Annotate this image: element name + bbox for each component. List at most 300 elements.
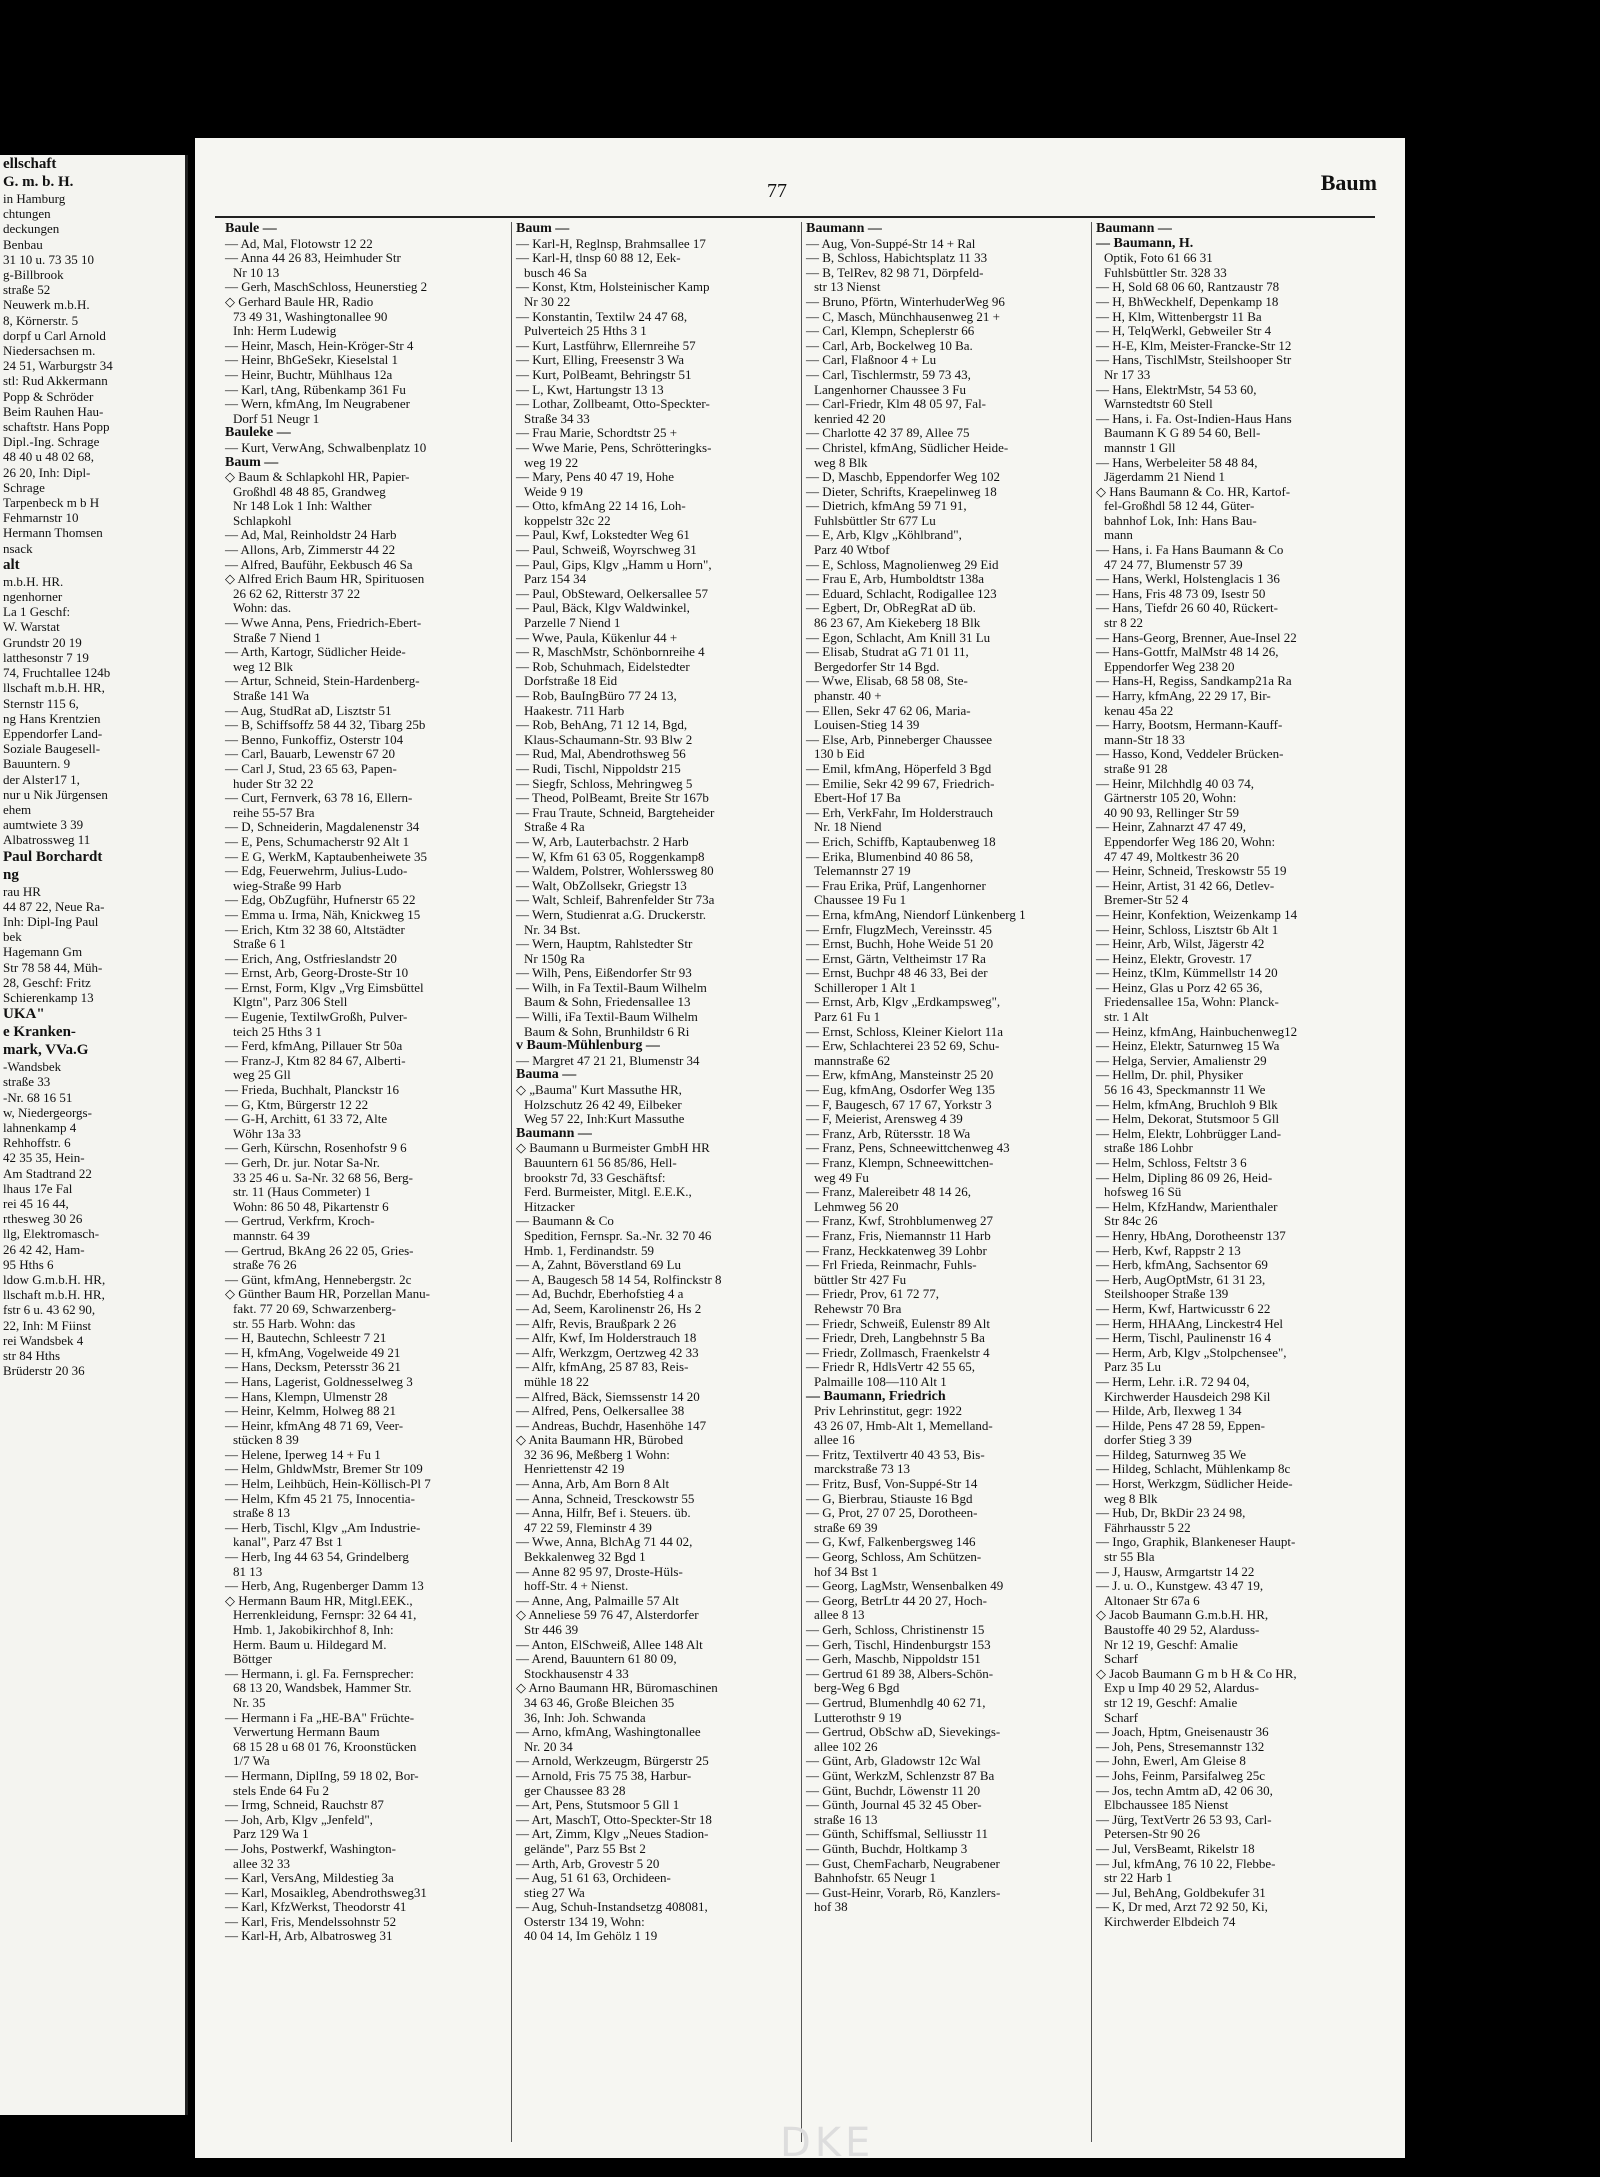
directory-entry: Hmb. 1, Ferdinandstr. 59 [524,1243,654,1258]
left-fragment-line: latthesonstr 7 19 [3,649,89,665]
directory-entry: — Anna 44 26 83, Heimhuder Str [225,251,401,266]
directory-entry: — Alfr, Kwf, Im Holderstrauch 18 [516,1331,697,1346]
left-fragment-line: stl: Rud Akkermann [3,373,108,389]
directory-entry: Nr. 20 34 [524,1739,573,1754]
directory-entry: — C, Masch, Münchhausenweg 21 + [806,309,1000,324]
directory-entry: Bremer-Str 52 4 [1104,893,1189,908]
directory-entry: — Friedr, Dreh, Langbehnstr 5 Ba [806,1331,985,1346]
directory-entry: — Hans, Decksm, Petersstr 36 21 [225,1360,401,1375]
directory-entry: — Jürg, TextVertr 26 53 93, Carl- [1096,1812,1272,1827]
directory-entry: busch 46 Sa [524,265,587,280]
directory-entry: — Franz, Malereibetr 48 14 26, [806,1185,971,1200]
left-fragment-line: Hagemann Gm [3,944,83,960]
directory-entry: Osterstr 134 19, Wohn: [524,1914,645,1929]
left-fragment-line: nsack [3,540,33,556]
left-fragment-line: ehem [3,801,32,817]
directory-entry: — G, Bierbrau, Stiauste 16 Bgd [806,1491,973,1506]
directory-entry: straße 16 13 [814,1812,878,1827]
directory-entry: — Eduard, Schlacht, Rodigallee 123 [806,586,997,601]
directory-entry: ◇ Hans Baumann & Co. HR, Kartof- [1096,484,1291,499]
directory-entry: Wöhr 13a 33 [233,1126,301,1141]
directory-entry: Lehmweg 56 20 [814,1199,899,1214]
directory-entry: — Alfred, Bäck, Siemssenstr 14 20 [516,1389,700,1404]
directory-entry: straße 91 28 [1104,761,1168,776]
directory-entry: Nr 148 Lok 1 Inh: Walther [233,499,372,514]
left-fragment-line: 24 51, Warburgstr 34 [3,358,113,374]
directory-entry: — Frl Frieda, Reinmachr, Fuhls- [806,1258,977,1273]
directory-entry: weg 8 Blk [814,455,868,470]
directory-entry: 34 63 46, Große Bleichen 35 [524,1695,675,1710]
directory-entry: — Arno, kfmAng, Washingtonallee [516,1725,701,1740]
directory-entry: — Carl-Friedr, Klm 48 05 97, Fal- [806,397,987,412]
left-fragment-line: 26 20, Inh: Dipl- [3,464,91,480]
directory-entry: — Ernst, Form, Klgv „Vrg Eimsbüttel [225,980,424,995]
directory-entry: ◇ Alfred Erich Baum HR, Spirituosen [225,572,425,587]
directory-entry: stücken 8 39 [233,1433,299,1448]
directory-entry: Klaus-Schaumann-Str. 93 Blw 2 [524,732,693,747]
directory-entry: Altonaer Str 67a 6 [1104,1593,1200,1608]
directory-entry: — Helm, Leihbüch, Hein-Köllisch-Pl 7 [225,1477,431,1492]
directory-entry: — Heinr, Artist, 31 42 66, Detlev- [1096,878,1275,893]
directory-entry: — Hans-Georg, Brenner, Aue-Insel 22 [1096,630,1297,645]
directory-entry: ◇ „Bauma" Kurt Massuthe HR, [516,1083,682,1098]
directory-entry: — Hans, Werkl, Holstenglacis 1 36 [1096,572,1280,587]
directory-entry: — Heinr, Konfektion, Weizenkamp 14 [1096,907,1298,922]
directory-entry: — Friedr R, HdlsVertr 42 55 65, [806,1360,975,1375]
directory-entry: Louisen-Stieg 14 39 [814,718,920,733]
directory-entry: — Hans, Tiefdr 26 60 40, Rückert- [1096,601,1278,616]
directory-entry: — Paul, Gips, Klgv „Hamm u Horn", [516,557,712,572]
directory-entry: — Baumann, H. [1096,236,1194,251]
directory-entry: — Edg, ObZugführ, Hufnerstr 65 22 [225,893,416,908]
directory-entry: Verwertung Hermann Baum [233,1725,380,1740]
directory-entry: — Carl, Arb, Bockelweg 10 Ba. [806,338,973,353]
directory-entry: — Wern, Hauptm, Rahlstedter Str [516,937,693,952]
directory-entry: allee 102 26 [814,1739,878,1754]
directory-entry: Nr. 18 Niend [814,820,882,835]
directory-entry: Parz 35 Lu [1104,1360,1162,1375]
directory-entry: Str 84c 26 [1104,1214,1158,1229]
directory-entry: Hitzacker [524,1199,575,1214]
directory-entry: — Erh, VerkFahr, Im Holderstrauch [806,805,993,820]
directory-entry: stieg 27 Wa [524,1885,585,1900]
directory-entry: — Franz, Pens, Schneewittchenweg 43 [806,1141,1010,1156]
directory-entry: — Aug, 51 61 63, Orchideen- [516,1871,671,1886]
directory-entry: mannstraße 62 [814,1053,891,1068]
directory-entry: kenau 45a 22 [1104,703,1174,718]
directory-entry: — Horst, Werkzgm, Südlicher Heide- [1096,1477,1293,1492]
directory-entry: — Egbert, Dr, ObRegRat aD üb. [806,601,976,616]
directory-entry: Baustoffe 40 29 52, Alarduss- [1104,1623,1260,1637]
directory-entry: — Ingo, Graphik, Blankeneser Haupt- [1096,1535,1296,1550]
left-fragment-line: Rehhoffstr. 6 [3,1135,71,1151]
directory-entry: — Johs, Feinm, Parsifalweg 25c [1096,1768,1265,1783]
directory-entry: allee 16 [814,1433,855,1448]
directory-entry: — Joh, Pens, Stresemannstr 132 [1096,1739,1265,1754]
directory-entry: — Ernst, Arb, Klgv „Erdkampsweg", [806,995,1001,1010]
directory-entry: — Gerh, Tischl, Hindenburgstr 153 [806,1637,991,1652]
directory-entry: — Gerh, Schloss, Christinenstr 15 [806,1623,985,1637]
directory-entry: — Christel, kfmAng, Südlicher Heide- [806,440,1009,455]
directory-entry: büttler Str 427 Fu [814,1272,907,1287]
left-fragment-line: Inh: Dipl-Ing Paul [3,913,99,929]
directory-entry: mannstr 1 Gll [1104,440,1176,455]
directory-entry: — Heinz, Elektr, Saturnweg 15 Wa [1096,1039,1280,1054]
directory-entry: — Karl, tAng, Rübenkamp 361 Fu [225,382,406,397]
left-fragment-line: W. Warstat [3,619,60,635]
directory-entry: — Carl, Klempn, Scheplerstr 66 [806,324,975,339]
directory-entry: Dorf 51 Neugr 1 [233,411,320,426]
directory-entry: Nr 12 19, Geschf: Amalie [1104,1637,1238,1652]
directory-entry: — Ellen, Sekr 47 62 06, Maria- [806,703,971,718]
left-fragment-line: Bauuntern. 9 [3,756,71,772]
left-fragment-line: lahnenkamp 4 [3,1119,77,1135]
directory-entry: Optik, Foto 61 66 31 [1104,251,1213,266]
directory-entry: — Herb, Ing 44 63 54, Grindelberg [225,1550,409,1565]
directory-entry: — Friedr, Zollmasch, Fraenkelstr 4 [806,1345,990,1360]
directory-entry: — Gust-Heinr, Vorarb, Rö, Kanzlers- [806,1885,1001,1900]
directory-entry: — Franz, Klempn, Schneewittchen- [806,1156,994,1170]
directory-entry: — Baumann, Friedrich [806,1389,946,1404]
directory-entry: Böttger [233,1652,272,1667]
directory-entry: — Alfred, Pens, Oelkersallee 38 [516,1404,685,1419]
directory-entry: — A, Zahnt, Böverstland 69 Lu [516,1258,682,1273]
directory-entry: — Gertrud, ObSchw aD, Sievekings- [806,1725,1001,1740]
directory-entry: Spedition, Fernspr. Sa.-Nr. 32 70 46 [524,1228,712,1243]
directory-entry: str 13 Nienst [814,280,881,295]
directory-entry: weg 49 Fu [814,1170,869,1185]
directory-entry: — Mary, Pens 40 47 19, Hohe [516,470,675,485]
left-fragment-line: Sternstr 115 6, [3,695,79,711]
directory-entry: — Günt, kfmAng, Hennebergstr. 2c [225,1272,412,1287]
directory-entry: Straße 7 Niend 1 [233,630,321,645]
directory-entry: 26 62 62, Ritterstr 37 22 [233,586,361,601]
directory-entry: straße 76 26 [233,1258,297,1273]
directory-entry: Nr 30 22 [524,294,571,309]
directory-entry: — Heinr, Arb, Wilst, Jägerstr 42 [1096,937,1265,952]
column-3 [801,222,1077,2142]
directory-entry: Palmaille 108—110 Alt 1 [814,1374,947,1389]
left-fragment-line: straße 33 [3,1074,51,1090]
left-fragment-line: ng [3,866,19,883]
directory-entry: — Hasso, Kond, Veddeler Brücken- [1096,747,1284,762]
left-fragment-line: fstr 6 u. 43 62 90, [3,1302,96,1318]
directory-entry: — Herb, AugOptMstr, 61 31 23, [1096,1272,1266,1287]
directory-entry: Stockhausenstr 4 33 [524,1666,629,1681]
left-fragment-line: rthesweg 30 26 [3,1211,83,1227]
directory-entry: Baum — [516,222,570,236]
directory-entry: — Waldem, Polstrer, Wohlerssweg 80 [516,864,714,879]
directory-entry: Ebert-Hof 17 Ba [814,791,901,806]
directory-entry: — Margret 47 21 21, Blumenstr 34 [516,1053,700,1068]
directory-entry: koppelstr 32c 22 [524,513,611,528]
left-fragment-line: in Hamburg [3,191,66,206]
directory-entry: marckstraße 73 13 [814,1462,911,1477]
directory-entry: — R, MaschMstr, Schönbornreihe 4 [516,645,705,660]
directory-entry: — Erich, Ktm 32 38 60, Altstädter [225,922,405,937]
directory-entry: ◇ Jacob Baumann G.m.b.H. HR, [1096,1608,1269,1623]
directory-entry: Schlapkohl [233,513,292,528]
directory-entry: Nr. 35 [233,1695,266,1710]
directory-entry: — Georg, LagMstr, Wensenbalken 49 [806,1579,1004,1594]
directory-entry: straße 69 39 [814,1520,878,1535]
directory-entry: — H, Klm, Wittenbergstr 11 Ba [1096,309,1262,324]
directory-entry: — B, TelRev, 82 98 71, Dörpfeld- [806,265,984,280]
directory-entry: — Frau E, Arb, Humboldtstr 138a [806,572,985,587]
directory-entry: — Dieter, Schrifts, Kraepelinweg 18 [806,484,997,499]
directory-entry: mannstr. 64 39 [233,1228,310,1243]
directory-entry: Baumann — [1096,222,1172,236]
directory-entry: bahnhof Lok, Inh: Hans Bau- [1104,513,1257,528]
scanner-strip [1468,0,1600,2177]
directory-entry: kenried 42 20 [814,411,886,426]
directory-entry: Henriettenstr 42 19 [524,1462,625,1477]
directory-entry: — Heinz, kfmAng, Hainbuchenweg12 [1096,1024,1298,1039]
directory-entry: Baum & Sohn, Brunhildstr 6 Ri [524,1024,690,1039]
directory-entry: — Helm, kfmAng, Bruchloh 9 Blk [1096,1097,1278,1112]
directory-entry: Kirchwerder Hausdeich 298 Kil [1104,1389,1271,1404]
directory-entry: Langenhorner Chaussee 3 Fu [814,382,966,397]
directory-entry: hofsweg 16 Sü [1104,1185,1182,1200]
directory-entry: 40 90 93, Rellinger Str 59 [1104,805,1240,820]
directory-entry: — Friedr, Prov, 61 72 77, [806,1287,939,1302]
directory-entry: — Fritz, Textilvertr 40 43 53, Bis- [806,1447,985,1462]
directory-entry: — Franz, Arb, Rütersstr. 18 Wa [806,1126,971,1141]
directory-entry: — Charlotte 42 37 89, Allee 75 [806,426,970,441]
directory-entry: 32 36 96, Meßberg 1 Wohn: [524,1447,670,1462]
directory-entry: 40 04 14, Im Gehölz 1 19 [524,1929,658,1944]
directory-entry: Straße 141 Wa [233,689,309,703]
directory-entry: — Hub, Dr, BkDir 23 24 98, [1096,1506,1246,1521]
directory-entry: — Alfr, Revis, Braußpark 2 26 [516,1316,677,1331]
directory-entry: — H-E, Klm, Meister-Francke-Str 12 [1096,338,1292,353]
directory-entry: — Carl, Flaßnoor 4 + Lu [806,353,937,368]
directory-entry: stels Ende 64 Fu 2 [233,1783,330,1798]
directory-entry: hof 38 [814,1900,848,1915]
directory-entry: — Wwe Marie, Pens, Schrötteringks- [516,440,712,455]
left-fragment-line: schaftstr. Hans Popp [3,419,110,435]
left-fragment-line: 74, Fruchtallee 124b [3,665,111,681]
directory-entry: Straße 4 Ra [524,820,585,835]
left-fragment-line: Fehmarnstr 10 [3,510,79,526]
directory-entry: — Aug, Von-Suppé-Str 14 + Ral [806,236,976,251]
directory-entry: Parz 129 Wa 1 [233,1827,309,1842]
left-fragment-line: ellschaft [3,156,57,172]
directory-entry: — Jul, BehAng, Goldbekufer 31 [1096,1885,1266,1900]
directory-entry: — Alfr, kfmAng, 25 87 83, Reis- [516,1360,689,1375]
directory-entry: — Eug, kfmAng, Osdorfer Weg 135 [806,1083,995,1098]
directory-entry: — Ad, Mal, Flotowstr 12 22 [225,236,373,251]
directory-entry: — Ernst, Buchpr 48 46 33, Bei der [806,966,988,981]
left-fragment-line: 44 87 22, Neue Ra- [3,898,105,914]
directory-entry: — Art, MaschT, Otto-Speckter-Str 18 [516,1812,712,1827]
directory-entry: — Wilh, Pens, Eißendorfer Str 93 [516,966,692,981]
directory-entry: — Hans, Lagerist, Goldnesselweg 3 [225,1374,413,1389]
directory-entry: — Joach, Hptm, Gneisenaustr 36 [1096,1725,1269,1740]
directory-entry: Bauuntern 61 56 85/86, Hell- [524,1156,677,1170]
directory-entry: Nr 150g Ra [524,951,585,966]
directory-entry: — Heinr, Buchtr, Mühlhaus 12a [225,367,393,382]
left-fragment-line: nur u Nik Jürgensen [3,786,108,802]
directory-entry: 36, Inh: Joh. Schwanda [524,1710,646,1725]
directory-entry: — Paul, Kwf, Lokstedter Weg 61 [516,528,690,543]
directory-entry: — Erich, Schiffb, Kaptaubenweg 18 [806,834,996,849]
directory-entry: — B, Schloss, Habichtsplatz 11 33 [806,251,988,266]
directory-entry: — Hermann i Fa „HE-BA" Früchte- [225,1710,415,1725]
directory-entry: ◇ Gerhard Baule HR, Radio [225,294,374,309]
directory-entry: Nr 17 33 [1104,367,1151,382]
directory-entry: — Jul, kfmAng, 76 10 22, Flebbe- [1096,1856,1276,1871]
directory-entry: 47 22 59, Fleminstr 4 39 [524,1520,652,1535]
directory-entry: — Carl, Bauarb, Lewenstr 67 20 [225,747,396,762]
directory-entry: — Arnold, Werkzeugm, Bürgerstr 25 [516,1754,709,1769]
directory-entry: — Erna, kfmAng, Niendorf Lünkenberg 1 [806,907,1026,922]
left-fragment-line: Soziale Baugesell- [3,741,101,757]
directory-entry: gelände", Parz 55 Bst 2 [524,1841,646,1856]
directory-entry: ◇ Jacob Baumann G m b H & Co HR, [1096,1666,1297,1681]
directory-entry: 1/7 Wa [233,1754,270,1769]
header-rule [215,216,1375,218]
directory-entry: — Heinr, Kelmm, Holweg 88 21 [225,1404,396,1419]
directory-entry: — Ernst, Schloss, Kleiner Kielort 11a [806,1024,1004,1039]
left-fragment-line: e Kranken- [3,1024,76,1041]
directory-entry: — Günt, Buchdr, Löwenstr 11 20 [806,1783,981,1798]
left-fragment-line: 28, Geschf: Fritz [3,974,91,990]
directory-entry: — Herm, Kwf, Hartwicusstr 6 22 [1096,1301,1271,1316]
directory-entry: — Wwe, Elisab, 68 58 08, Ste- [806,674,968,689]
directory-entry: — Paul, Schweiß, Woyrschweg 31 [516,543,697,558]
directory-entry: Telemannstr 27 19 [814,864,911,879]
directory-entry: Herrenkleidung, Fernspr: 32 64 41, [233,1608,417,1623]
directory-entry: — Günt, Arb, Gladowstr 12c Wal [806,1754,981,1769]
directory-entry: — Hans, i. Fa. Ost-Indien-Haus Hans [1096,411,1292,426]
left-fragment-line: bek [3,929,22,945]
directory-entry: ◇ Anita Baumann HR, Bürobed [516,1433,684,1448]
directory-entry: — Günth, Buchdr, Holtkamp 3 [806,1841,968,1856]
directory-entry: — J. u. O., Kunstgew. 43 47 19, [1096,1579,1264,1594]
directory-entry: — Curt, Fernverk, 63 78 16, Ellern- [225,791,413,806]
directory-entry: — Fritz, Busf, Von-Suppé-Str 14 [806,1477,978,1492]
directory-entry: Inh: Herm Ludewig [233,324,337,339]
left-fragment-line: -Nr. 68 16 51 [3,1089,73,1105]
directory-entry: Friedensallee 15a, Wohn: Planck- [1104,995,1279,1010]
directory-entry: ◇ Anneliese 59 76 47, Alsterdorfer [516,1608,699,1623]
directory-entry: — D, Schneiderin, Magdalenenstr 34 [225,820,420,835]
directory-entry: — Hildeg, Saturnweg 35 We [1096,1447,1246,1462]
left-fragment-line: 31 10 u. 73 35 10 [3,251,94,267]
directory-entry: — Ernst, Gärtn, Veltheimstr 17 Ra [806,951,986,966]
directory-entry: Exp u Imp 40 29 52, Alardus- [1104,1681,1259,1696]
directory-entry: allee 8 13 [814,1608,865,1623]
columns-container [221,222,1391,2142]
column-2 [511,222,787,2142]
directory-entry: — Rob, BehAng, 71 12 14, Bgd, [516,718,688,733]
left-fragment-line: 26 42 42, Ham- [3,1241,85,1257]
directory-entry: — Kurt, VerwAng, Schwalbenplatz 10 [225,440,427,455]
directory-entry: teich 25 Hths 3 1 [233,1024,322,1039]
directory-entry: — W, Arb, Lauterbachstr. 2 Harb [516,834,689,849]
directory-entry: — Helm, KfzHandw, Marienthaler [1096,1199,1278,1214]
directory-entry: — Erw, Schlachterei 23 52 69, Schu- [806,1039,1000,1054]
directory-entry: — Ernst, Buchh, Hohe Weide 51 20 [806,937,994,952]
directory-entry: — Willi, iFa Textil-Baum Wilhelm [516,1010,698,1025]
left-fragment-line: 42 35 35, Hein- [3,1150,85,1166]
directory-entry: Straße 34 33 [524,411,590,426]
directory-entry: Baum — [225,455,279,470]
left-fragment-line: aumtwiete 3 39 [3,817,84,833]
directory-entry: Hmb. 1, Jakobikirchhof 8, Inh: [233,1623,394,1637]
directory-entry: — Gertrud, Blumenhdlg 40 62 71, [806,1695,986,1710]
directory-entry: Baumann — [806,222,882,236]
left-fragment-line: Eppendorfer Land- [3,725,103,741]
directory-entry: — Heinr, Zahnarzt 47 47 49, [1096,820,1247,835]
directory-entry: — Helm, Elektr, Lohbrügger Land- [1096,1126,1282,1141]
left-fragment-line: Albatrossweg 11 [3,832,91,848]
directory-entry: fakt. 77 20 69, Schwarzenberg- [233,1301,396,1316]
directory-entry: Jägerdamm 21 Niend 1 [1104,470,1225,485]
directory-entry: — Bruno, Pförtn, WinterhuderWeg 96 [806,294,1005,309]
directory-entry: — Wwe, Anna, BlchAg 71 44 02, [516,1535,693,1550]
directory-entry: Bergedorfer Str 14 Bgd. [814,659,940,674]
directory-entry: — Egon, Schlacht, Am Knill 31 Lu [806,630,991,645]
directory-entry: Straße 6 1 [233,937,286,952]
directory-entry: — Hilde, Arb, Ilexweg 1 34 [1096,1404,1242,1419]
directory-entry: — Emma u. Irma, Näh, Knickweg 15 [225,907,421,922]
directory-entry: — Karl, KfzWerkst, Theodorstr 41 [225,1900,407,1915]
directory-entry: — Anton, ElSchweiß, Allee 148 Alt [516,1637,703,1652]
left-fragment-line: ng Hans Krentzien [3,710,101,726]
directory-entry: 86 23 67, Am Kiekeberg 18 Blk [814,616,981,631]
directory-entry: — Frau Traute, Schneid, Bargteheider [516,805,715,820]
directory-entry: Fährhausstr 5 22 [1104,1520,1191,1535]
directory-entry: — Franz, Kwf, Strohblumenweg 27 [806,1214,994,1229]
left-fragment-line: w, Niedergeorgs- [3,1104,92,1120]
directory-entry: kanal", Parz 47 Bst 1 [233,1535,343,1550]
directory-entry: wieg-Straße 99 Harb [233,878,342,893]
directory-entry: Baumann K G 89 54 60, Bell- [1104,426,1261,441]
directory-entry: Wohn: 86 50 48, Pikartenstr 6 [233,1199,389,1214]
directory-entry: — Helm, GhldwMstr, Bremer Str 109 [225,1462,423,1477]
directory-entry: — Gerh, Maschb, Nippoldstr 151 [806,1652,981,1667]
left-page-fragment [0,155,188,2115]
left-fragment-line: Popp & Schröder [3,388,94,404]
directory-entry: Scharf [1104,1710,1138,1725]
directory-entry: — Karl, Mosaikleg, Abendrothsweg31 [225,1885,427,1900]
directory-entry: — Emilie, Sekr 42 99 67, Friedrich- [806,776,995,791]
directory-entry: — Carl J, Stud, 23 65 63, Papen- [225,761,397,776]
left-fragment-line: Brüderstr 20 36 [3,1363,85,1379]
directory-entry: str. 1 Alt [1104,1010,1149,1025]
directory-entry: — Hellm, Dr. phil, Physiker [1096,1068,1243,1083]
directory-entry: str 22 Harb 1 [1104,1871,1173,1886]
directory-entry: 68 13 20, Wandsbek, Hammer Str. [233,1681,412,1696]
directory-entry: Bauleke — [225,426,291,441]
directory-entry: Bekkalenweg 32 Bgd 1 [524,1550,646,1565]
directory-entry: allee 32 33 [233,1856,291,1871]
left-fragment-line: dorpf u Carl Arnold [3,327,106,343]
directory-entry: — Hermann, i. gl. Fa. Fernsprecher: [225,1666,414,1681]
directory-entry: straße 186 Lohbr [1104,1141,1193,1156]
directory-entry: 81 13 [233,1564,263,1579]
directory-entry: 47 47 49, Moltkestr 36 20 [1104,849,1240,864]
left-fragment-line: 8, Körnerstr. 5 [3,312,79,328]
directory-entry: — Rud, Mal, Abendrothsweg 56 [516,747,686,762]
directory-entry: — Wilh, in Fa Textil-Baum Wilhelm [516,980,707,995]
directory-entry: — G, Kwf, Falkenbergsweg 146 [806,1535,976,1550]
directory-entry: Klgtn", Parz 306 Stell [233,995,348,1010]
directory-entry: — Rudi, Tischl, Nippoldstr 215 [516,761,681,776]
left-fragment-line: m.b.H. HR. [3,573,64,589]
